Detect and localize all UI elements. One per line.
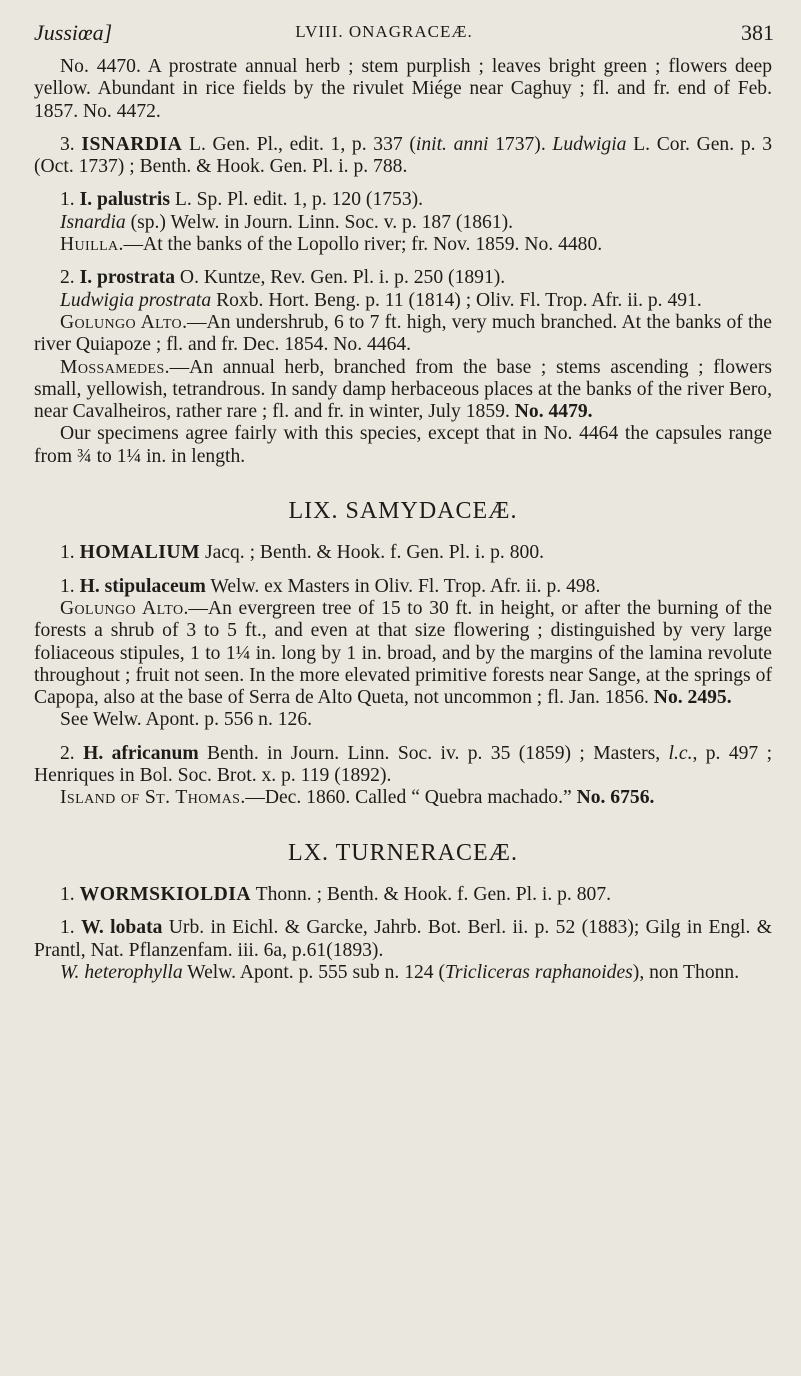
species-entry-lobata: 1. W. lobata Urb. in Eichl. & Garcke, Jahrb. Bot. Berl. ii. p. 52 (1883); Gilg in Engl. & Prantl, Nat. Pflanzenfam. iii. 6a, p.61(1893). bbox=[34, 917, 773, 961]
species-entry-prostrata: 2. I. prostrata O. Kuntze, Rev. Gen. Pl. i. p. 250 (1891). bbox=[60, 267, 506, 289]
note-paragraph: Our specimens agree fairly with this species, except that in No. 4464 the capsules range from ¾ to 1¼ in. in length. bbox=[34, 423, 772, 467]
species-entry-africanum: 2. H. africanum Benth. in Journ. Linn. Soc. iv. p. 35 (1859) ; Masters, l.c., p. 497 ; Henriques in Bol. Soc. Brot. x. p. 119 (1892). bbox=[34, 742, 773, 787]
genus-name: ISNARDIA bbox=[81, 133, 183, 155]
species-name: I. palustris bbox=[79, 189, 170, 211]
genus-entry-wormskioldia: 1. WORMSKIOLDIA Thonn. ; Benth. & Hook. f. Gen. Pl. i. p. 807. bbox=[60, 883, 612, 905]
species-name: W. lobata bbox=[81, 917, 163, 939]
locality-mossamedes: Mossamedes.—An annual herb, branched from the base ; stems ascending ; flowers small, yellowish, tetrandrous. In sandy damp herbaceous places at the banks of the river Bero, near Cavalheiros, rather rare ; fl. and fr. in winter, July 1859. No. 4479. bbox=[34, 356, 772, 423]
synonym-line: Ludwigia prostrata Roxb. Hort. Beng. p. 11 (1814) ; Oliv. Fl. Trop. Afr. ii. p. 491. bbox=[60, 289, 702, 311]
page-number: 381 bbox=[741, 20, 774, 45]
locality-golungo-alto: Golungo Alto.—An undershrub, 6 to 7 ft. high, very much branched. At the banks of the river Quiapoze ; fl. and fr. Dec. 1854. No. 4464. bbox=[34, 311, 772, 356]
family-heading-turneraceae: LX. TURNERACEÆ. bbox=[288, 839, 518, 866]
synonym-line: Isnardia (sp.) Welw. in Journ. Linn. Soc. v. p. 187 (1861). bbox=[60, 211, 514, 233]
paragraph-specimen-4470: No. 4470. A prostrate annual herb ; stem purplish ; leaves bright green ; flowers deep yellow. Abundant in rice fields by the rivulet Miége near Caghuy ; fl. and fr. end of Feb. 1857. No. 4472. bbox=[34, 56, 772, 122]
genus-entry-homalium: 1. HOMALIUM Jacq. ; Benth. & Hook. f. Gen. Pl. i. p. 800. bbox=[60, 542, 545, 564]
running-head-family: LVIII. ONAGRACEÆ. bbox=[295, 22, 473, 41]
species-entry-stipulaceum: 1. H. stipulaceum Welw. ex Masters in Oliv. Fl. Trop. Afr. ii. p. 498. bbox=[60, 575, 601, 597]
genus-name: WORMSKIOLDIA bbox=[79, 883, 252, 905]
synonym-line: W. heterophylla Welw. Apont. p. 555 sub n. 124 (Tricliceras raphanoides), non Thonn. bbox=[60, 961, 740, 983]
locality-st-thomas: Island of St. Thomas.—Dec. 1860. Called “ Quebra machado.” No. 6756. bbox=[60, 787, 655, 809]
genus-name: HOMALIUM bbox=[79, 542, 201, 564]
locality-huilla: Huilla.—At the banks of the Lopollo river; fr. Nov. 1859. No. 4480. bbox=[60, 234, 603, 256]
running-head-genus: Jussiœa] bbox=[34, 20, 113, 45]
genus-entry-isnardia: 3. ISNARDIA L. Gen. Pl., edit. 1, p. 337 (init. anni 1737). Ludwigia L. Cor. Gen. p. 3 (Oct. 1737) ; Benth. & Hook. Gen. Pl. i. p. 788. bbox=[34, 133, 772, 178]
locality-golungo-alto: Golungo Alto.—An evergreen tree of 15 to 30 ft. in height, or after the burning of the forests a shrub of 3 to 5 ft., and even at that size flowering ; distinguished by very large foliaceous stipules, 1 to 1¼ in. long by 1 in. broad, and by the margins of the lamina revolute throughout ; fruit not seen. In the more elevated primitive forests near Sange, at the springs of Capopa, also at the base of Serra de Alto Queta, not uncommon ; fl. Jan. 1856. No. 2495. bbox=[34, 597, 772, 709]
species-name: H. africanum bbox=[83, 742, 199, 764]
page-body bbox=[34, 56, 772, 984]
family-heading-samydaceae: LIX. SAMYDACEÆ. bbox=[288, 498, 518, 525]
species-name: H. stipulaceum bbox=[79, 575, 206, 597]
species-entry-palustris: 1. I. palustris L. Sp. Pl. edit. 1, p. 120 (1753). bbox=[60, 189, 424, 211]
reference-line: See Welw. Apont. p. 556 n. 126. bbox=[60, 709, 313, 731]
species-name: I. prostrata bbox=[79, 267, 176, 289]
running-header bbox=[34, 16, 774, 46]
